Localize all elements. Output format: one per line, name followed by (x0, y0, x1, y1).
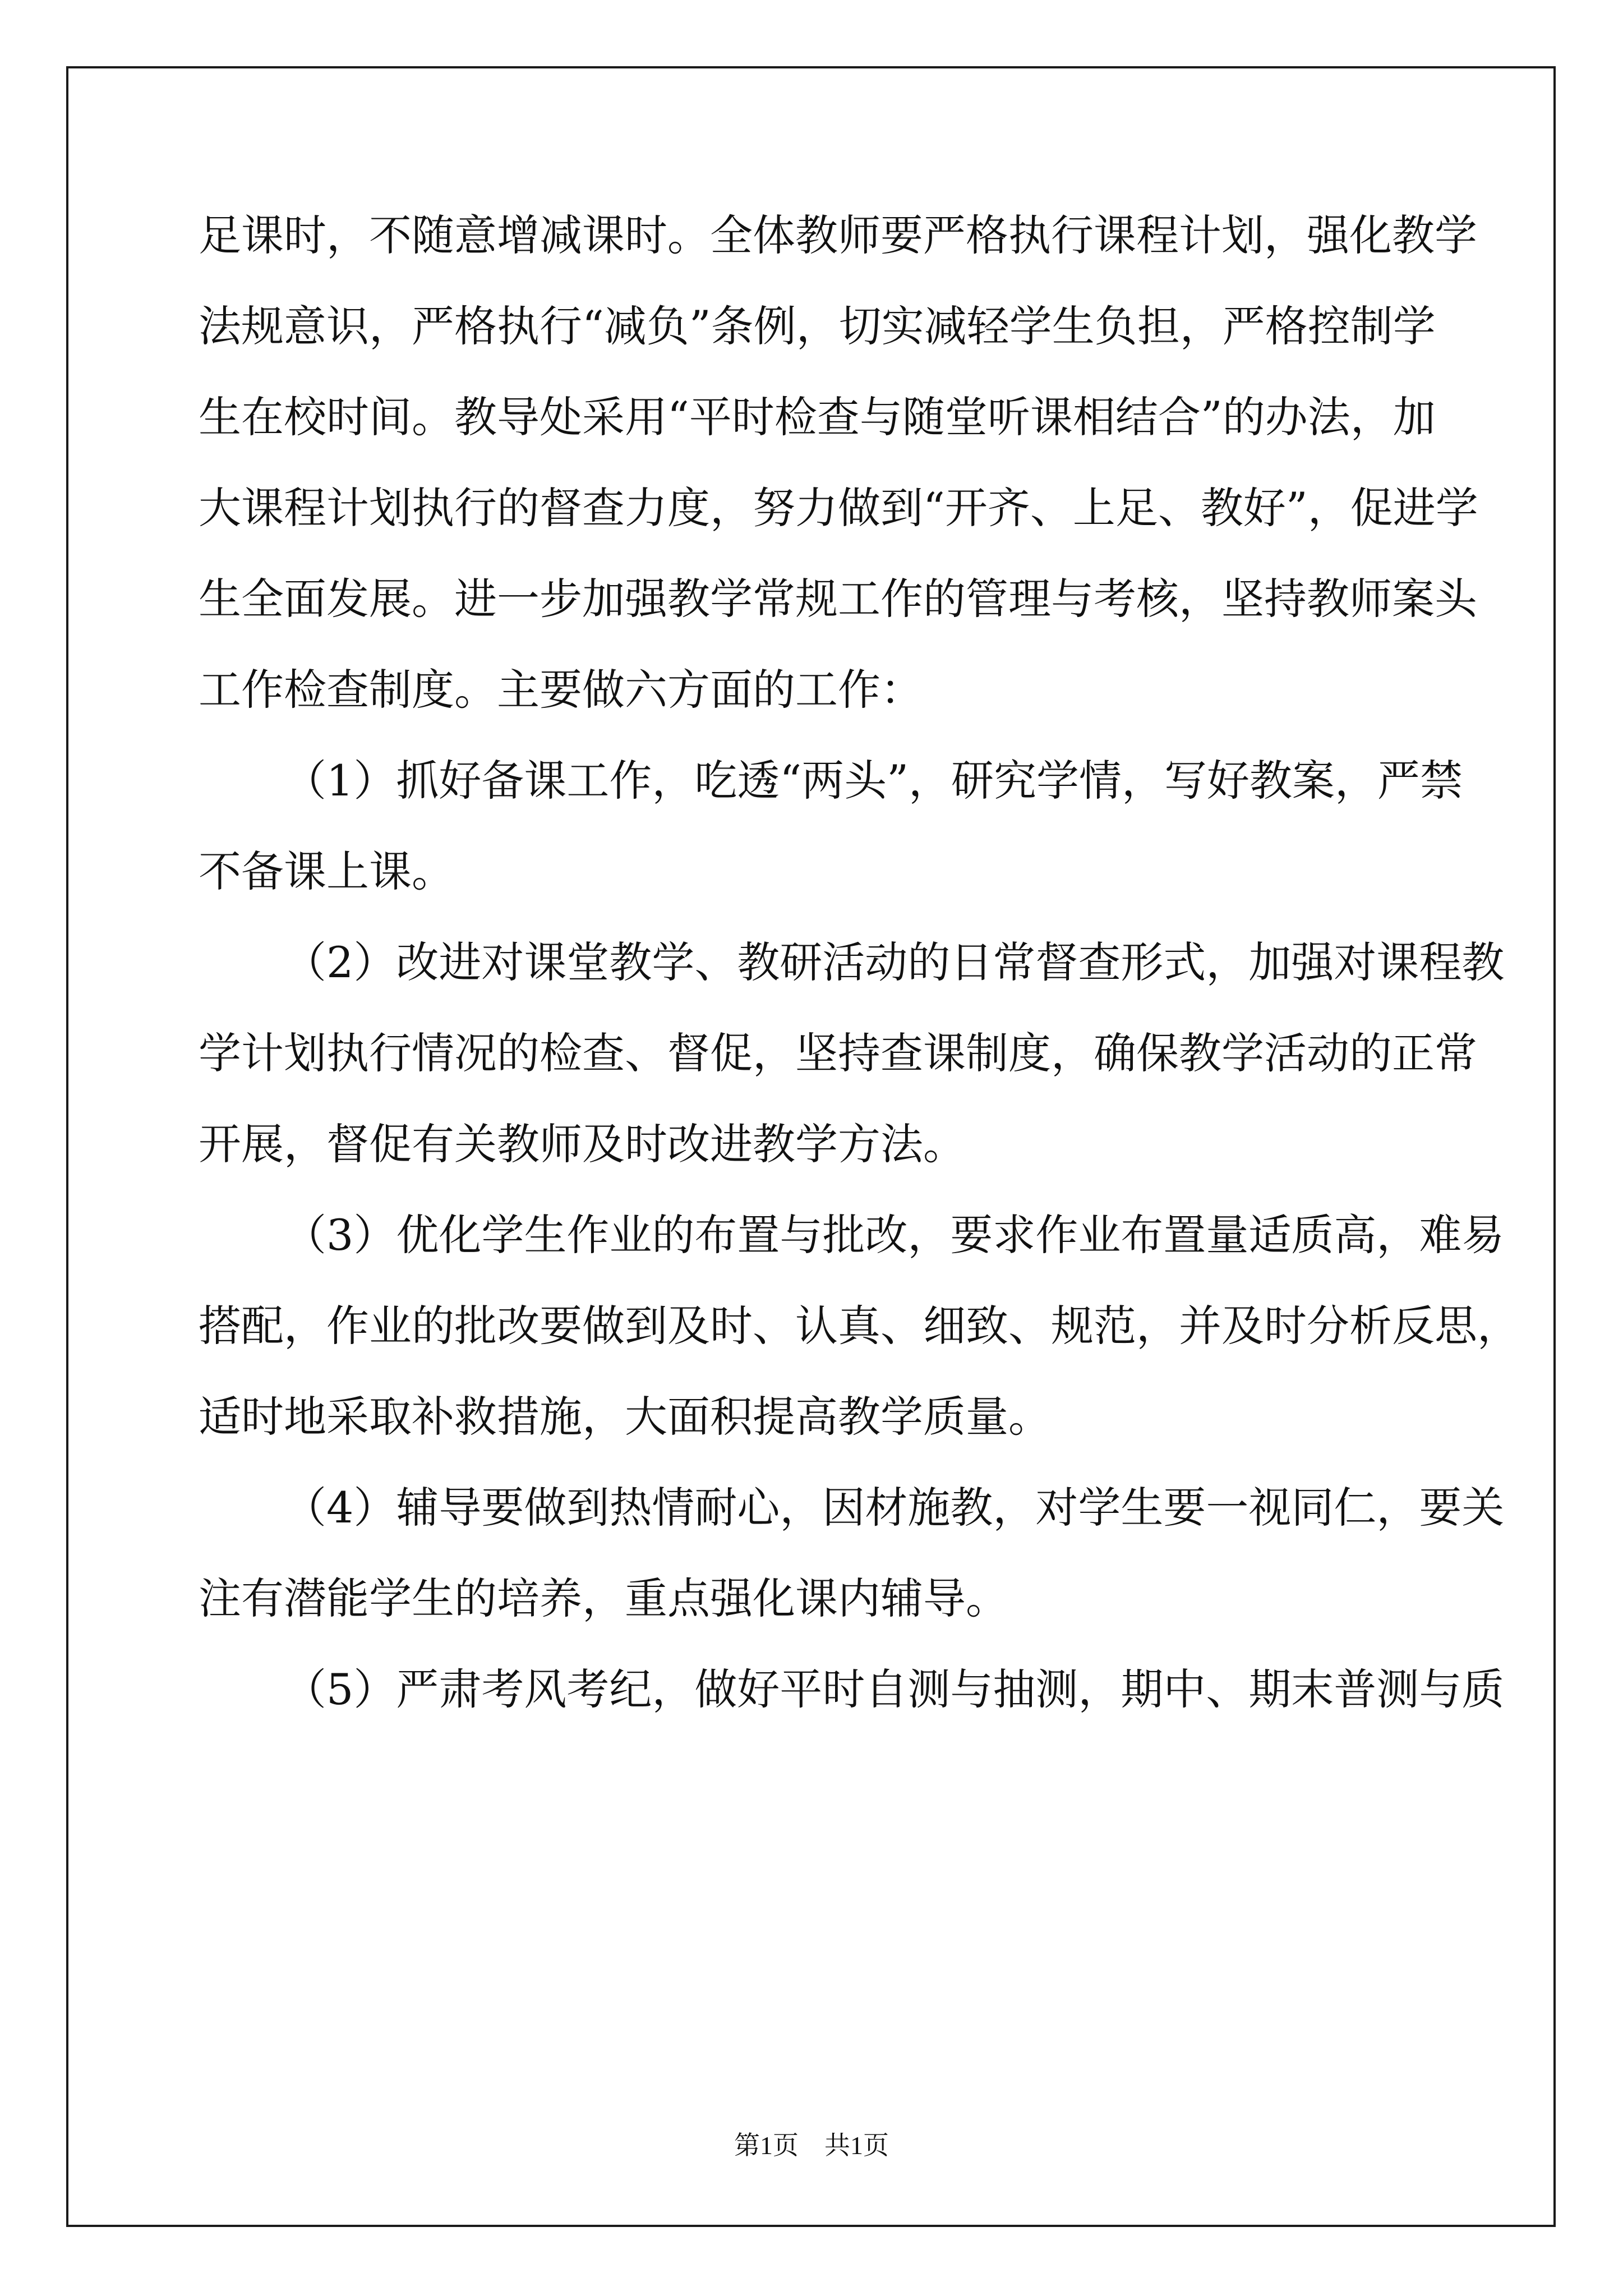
paragraph-first-line: （2）改进对课堂教学、教研活动的日常督查形式，加强对课程教 (284, 937, 1505, 987)
text-line: 开展，督促有关教师及时改进教学方法。 (199, 1119, 966, 1169)
paragraph-first-line: （1）抓好备课工作，吃透“两头”，研究学情，写好教案，严禁 (284, 756, 1463, 806)
text-line: 生全面发展。进一步加强教学常规工作的管理与考核，坚持教师案头 (199, 574, 1477, 624)
paragraph-first-line: （4）辅导要做到热情耐心，因材施教，对学生要一视同仁，要关 (284, 1483, 1505, 1533)
text-line: 大课程计划执行的督查力度，努力做到“开齐、上足、教好”，促进学 (199, 483, 1478, 533)
text-line: 学计划执行情况的检查、督促，坚持查课制度，确保教学活动的正常 (199, 1028, 1477, 1078)
text-line: 生在校时间。教导处采用“平时检查与随堂听课相结合”的办法，加 (199, 392, 1436, 442)
text-line: 工作检查制度。主要做六方面的工作： (199, 665, 923, 715)
paragraph-first-line: （3）优化学生作业的布置与批改，要求作业布置量适质高，难易 (284, 1210, 1505, 1260)
text-line: 注有潜能学生的培养，重点强化课内辅导。 (199, 1573, 1008, 1623)
page-number-footer: 第1页 共1页 (734, 2131, 889, 2160)
text-line: 搭配，作业的批改要做到及时、认真、细致、规范，并及时分析反思， (199, 1301, 1520, 1351)
text-line: 足课时，不随意增减课时。全体教师要严格执行课程计划，强化教学 (199, 210, 1477, 260)
text-line: 适时地采取补救措施，大面积提高教学质量。 (199, 1392, 1051, 1442)
paragraph-first-line: （5）严肃考风考纪，做好平时自测与抽测，期中、期末普测与质 (284, 1664, 1505, 1714)
text-line: 法规意识，严格执行“减负”条例，切实减轻学生负担，严格控制学 (199, 301, 1436, 351)
text-line: 不备课上课。 (199, 846, 454, 896)
